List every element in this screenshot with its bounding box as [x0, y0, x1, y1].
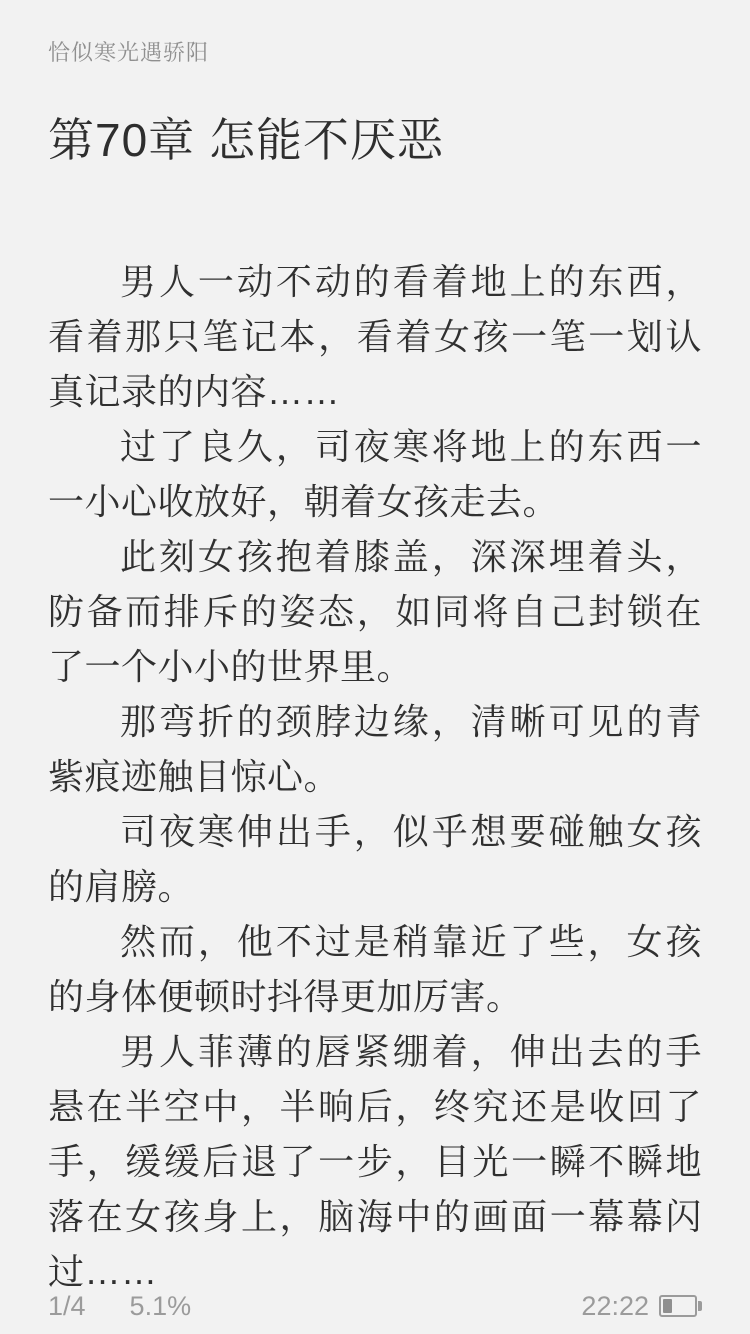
battery-fill: [663, 1299, 672, 1313]
reader-status-bar: [48, 1290, 702, 1322]
paragraph: 司夜寒伸出手，似乎想要碰触女孩的肩膀。: [48, 811, 702, 907]
chapter-title: 第70章 怎能不厌恶: [48, 114, 444, 166]
battery-nub: [698, 1301, 702, 1311]
book-title: 恰似寒光遇骄阳: [48, 40, 210, 65]
paragraph: 过了良久，司夜寒将地上的东西一一小心收放好，朝着女孩走去。: [48, 426, 702, 522]
page-indicator: 1/4: [48, 1290, 86, 1321]
paragraph: 男人一动不动的看着地上的东西，看着那只笔记本，看着女孩一笔一划认真记录的内容……: [48, 261, 702, 412]
battery-body: [659, 1295, 697, 1317]
paragraph: 那弯折的颈脖边缘，清晰可见的青紫痕迹触目惊心。: [48, 701, 702, 797]
paragraph: 此刻女孩抱着膝盖，深深埋着头，防备而排斥的姿态，如同将自己封锁在了一个小小的世界里。: [48, 536, 702, 687]
paragraph: 男人菲薄的唇紧绷着，伸出去的手悬在半空中，半晌后，终究还是收回了手，缓缓后退了一步，目光一瞬不瞬地落在女孩身上，脑海中的画面一幕幕闪过……: [48, 1031, 702, 1292]
paragraph: 然而，他不过是稍靠近了些，女孩的身体便顿时抖得更加厉害。: [48, 921, 702, 1017]
reading-position: [48, 1291, 191, 1322]
chapter-content[interactable]: [48, 254, 702, 1299]
battery-icon: [659, 1295, 702, 1317]
system-status: [581, 1291, 702, 1322]
progress-percent: 5.1%: [129, 1290, 192, 1321]
clock: 22:22: [581, 1290, 649, 1321]
